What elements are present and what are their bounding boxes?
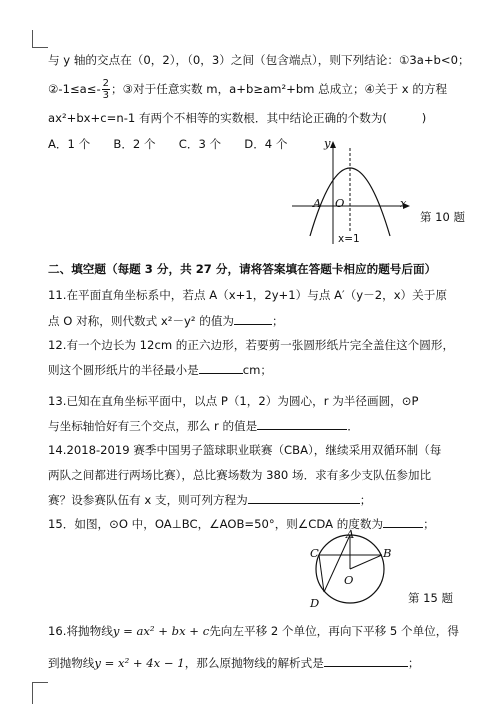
q13-text: 与坐标轴恰好有三个交点，那么 r 的值是 <box>48 419 258 433</box>
fraction-denominator: 3 <box>102 90 110 101</box>
q10-line-1: 与 y 轴的交点在（0，2），（0，3）之间（包含端点），则下列结论：①3a+b<0； <box>48 53 470 67</box>
q15-end: ； <box>423 517 435 531</box>
q10-line-2 <box>48 78 447 101</box>
q12-line-1: 12.有一个边长为 12cm 的正六边形，若要剪一张圆形纸片完全盖住这个圆形， <box>48 338 455 352</box>
q14-text: 赛？设参赛队伍有 x 支，则可列方程为 <box>48 493 248 507</box>
crop-mark-bottom-h <box>32 682 48 683</box>
q14-end: ； <box>359 493 372 507</box>
q14-line-2: 两队之间都进行两场比赛），总比赛场数为 380 场．求有多少支队伍参加比 <box>48 468 432 482</box>
section-2-heading: 二、填空题（每题 3 分，共 27 分，请将答案填在答题卡相应的题号后面） <box>48 262 437 276</box>
fig10-label-y: y <box>324 136 331 150</box>
q15-answer-blank[interactable] <box>383 516 423 528</box>
q16-equation-original: y = ax² + bx + c <box>112 624 210 638</box>
q10-line-2-part-a: ②-1≤a≤- <box>48 82 101 96</box>
q12-end: cm； <box>242 363 272 377</box>
fraction-two-thirds <box>102 78 110 101</box>
fig15-caption: 第 15 题 <box>408 591 453 605</box>
fig10-label-a: A <box>313 196 322 210</box>
fig15-label-b: B <box>383 546 392 560</box>
q16-equation-result: y = x² + 4x − 1 <box>94 656 185 670</box>
crop-mark-top-h <box>32 47 48 48</box>
fig10-label-x: x <box>400 196 407 210</box>
q13-end: ． <box>347 419 359 433</box>
fig15-label-a: A <box>346 527 355 541</box>
q14-line-1: 14.2018-2019 赛季中国男子篮球职业联赛（CBA），继续采用双循环制（每 <box>48 443 442 457</box>
fig15-label-c: C <box>310 546 319 560</box>
fig10-label-axis: x=1 <box>338 233 360 245</box>
crop-mark-bottom-v <box>32 682 33 704</box>
q13-answer-blank[interactable] <box>257 418 347 430</box>
fig15-label-o: O <box>344 573 354 587</box>
q14-line-3 <box>48 492 371 508</box>
q16-line-1 <box>48 623 459 639</box>
q16-end: ； <box>407 656 420 670</box>
q12-answer-blank[interactable] <box>199 362 243 374</box>
fig15-label-d: D <box>310 596 320 610</box>
q11-end: ； <box>272 314 284 328</box>
q12-line-2 <box>48 362 272 378</box>
q11-answer-blank[interactable] <box>234 313 272 325</box>
q14-answer-blank[interactable] <box>248 492 360 504</box>
q16-text-a: 16.将抛物线 <box>48 624 113 638</box>
q13-line-2 <box>48 418 359 434</box>
fig10-caption: 第 10 题 <box>420 210 465 224</box>
q16-text-c: 到抛物线 <box>48 656 95 670</box>
q10-options: A．1 个 B．2 个 C．3 个 D．4 个 <box>48 137 288 151</box>
q16-text-b: 先向左平移 2 个单位，再向下平移 5 个单位，得 <box>209 624 459 638</box>
q16-text-d: ，那么原抛物线的解析式是 <box>184 656 324 670</box>
fraction-numerator: 2 <box>102 78 110 89</box>
q16-line-2 <box>48 655 419 671</box>
q11-text: 点 O 对称，则代数式 x²－y² 的值为 <box>48 314 235 328</box>
figure-10-parabola <box>288 136 418 248</box>
fig10-label-origin: O <box>335 196 345 210</box>
crop-mark-top-v <box>32 30 33 48</box>
q16-answer-blank[interactable] <box>324 655 408 667</box>
q10-line-3: ax²+bx+c=n-1 有两个不相等的实数根．其中结论正确的个数为( ) <box>48 111 427 125</box>
q11-line-1: 11.在平面直角坐标系中，若点 A（x+1，2y+1）与点 A′（y－2，x）关于原 <box>48 288 447 302</box>
q12-text: 则这个圆形纸片的半径最小是 <box>48 363 199 377</box>
q11-line-2 <box>48 313 284 329</box>
q15-text: 15．如图，⊙O 中，OA⊥BC，∠AOB=50°，则∠CDA 的度数为 <box>48 517 384 531</box>
q13-line-1: 13.已知在直角坐标平面中，以点 P（1，2）为圆心，r 为半径画圆，⊙P <box>48 394 419 408</box>
q10-line-2-part-b: ；③对于任意实数 m，a+b≥am²+bm 总成立；④关于 x 的方程 <box>111 82 448 96</box>
